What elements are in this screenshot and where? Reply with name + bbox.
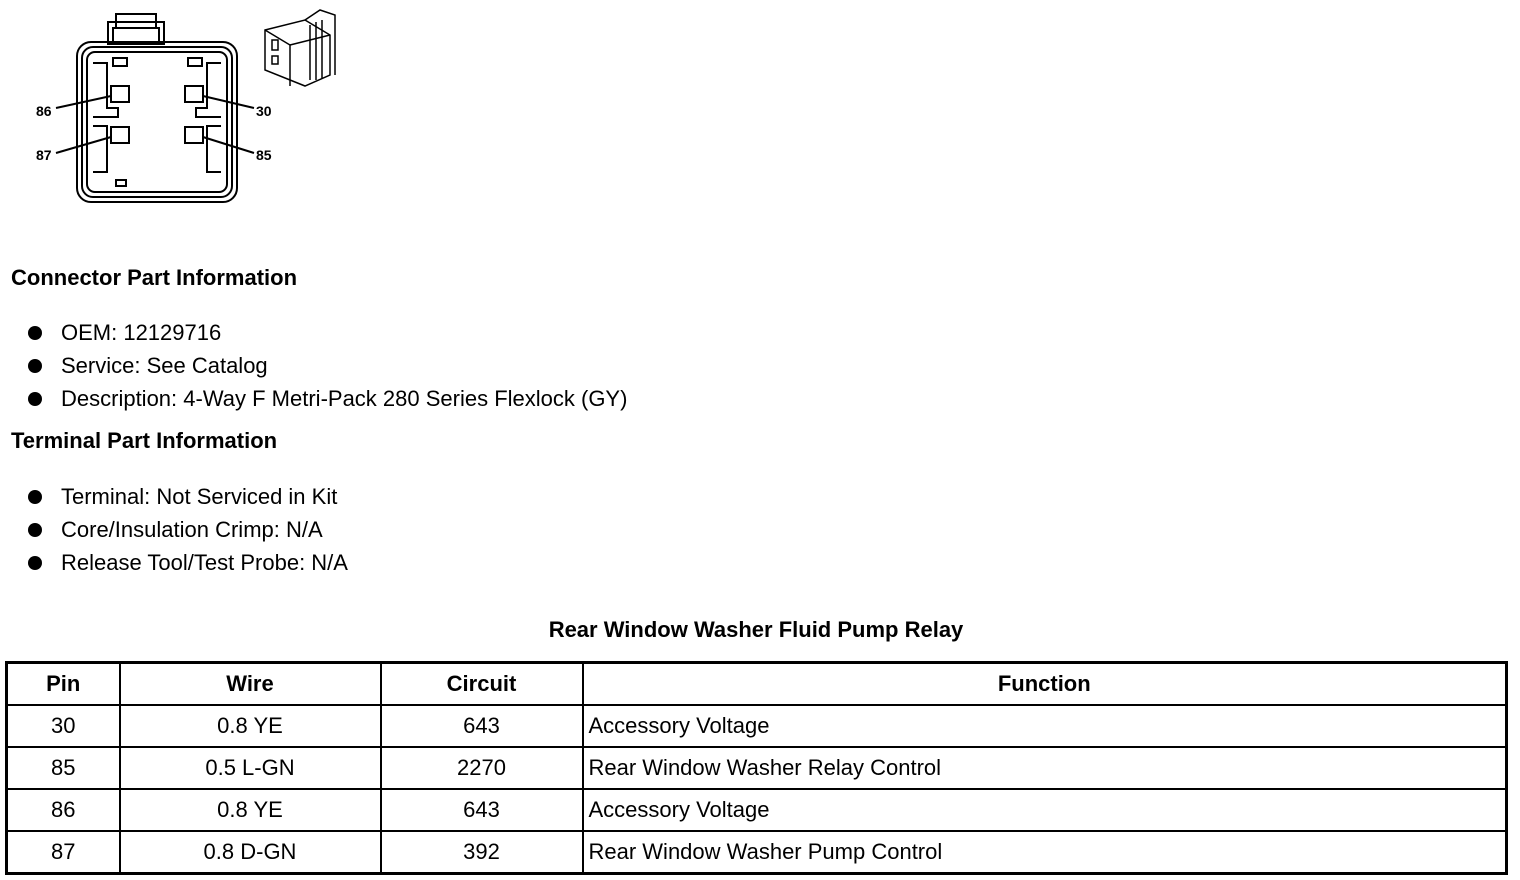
item-text: Service: See Catalog: [61, 353, 268, 378]
cavity-85: [185, 127, 203, 143]
bullet-icon: [28, 523, 42, 537]
table-row: [7, 831, 1507, 874]
cell-function: Rear Window Washer Relay Control: [583, 747, 1507, 789]
list-item: [28, 546, 348, 579]
cell-pin: 87: [7, 831, 120, 874]
cell-wire: 0.8 D-GN: [120, 831, 381, 874]
cell-pin: 86: [7, 789, 120, 831]
header-pin: Pin: [7, 663, 120, 706]
bullet-icon: [28, 556, 42, 570]
terminal-part-list: [28, 480, 348, 579]
cell-wire: 0.5 L-GN: [120, 747, 381, 789]
list-item: [28, 316, 627, 349]
item-text: Core/Insulation Crimp: N/A: [61, 517, 323, 542]
cavity-87: [111, 127, 129, 143]
cell-pin: 30: [7, 705, 120, 747]
table-header-row: [7, 663, 1507, 706]
table-row: [7, 789, 1507, 831]
cavity-86: [111, 86, 129, 102]
cell-wire: 0.8 YE: [120, 789, 381, 831]
cell-function: Rear Window Washer Pump Control: [583, 831, 1507, 874]
connector-face-diagram: [20, 0, 370, 215]
table-row: [7, 747, 1507, 789]
pinout-table: [5, 661, 1508, 875]
cell-circuit: 643: [381, 705, 583, 747]
connector-iso-icon: [265, 10, 335, 86]
list-item: [28, 480, 348, 513]
item-text: OEM: 12129716: [61, 320, 222, 345]
bullet-icon: [28, 490, 42, 504]
cavity-30: [185, 86, 203, 102]
cell-circuit: 643: [381, 789, 583, 831]
connector-part-list: [28, 316, 627, 415]
cell-wire: 0.8 YE: [120, 705, 381, 747]
cell-function: Accessory Voltage: [583, 705, 1507, 747]
bullet-icon: [28, 392, 42, 406]
connector-part-heading: Connector Part Information: [11, 265, 298, 290]
list-item: [28, 349, 627, 382]
table-row: [7, 705, 1507, 747]
pin-label-30: 30: [256, 103, 272, 119]
bullet-icon: [28, 359, 42, 373]
item-text: Release Tool/Test Probe: N/A: [61, 550, 348, 575]
bullet-icon: [28, 326, 42, 340]
pin-label-87: 87: [36, 147, 52, 163]
cell-function: Accessory Voltage: [583, 789, 1507, 831]
cell-pin: 85: [7, 747, 120, 789]
item-text: Terminal: Not Serviced in Kit: [61, 484, 338, 509]
pin-label-85: 85: [256, 147, 272, 163]
header-function: Function: [583, 663, 1507, 706]
cell-circuit: 392: [381, 831, 583, 874]
list-item: [28, 382, 627, 415]
header-circuit: Circuit: [381, 663, 583, 706]
pin-label-86: 86: [36, 103, 52, 119]
cell-circuit: 2270: [381, 747, 583, 789]
table-title: Rear Window Washer Fluid Pump Relay: [548, 617, 964, 642]
item-text: Description: 4-Way F Metri-Pack 280 Series Flexlock (GY): [61, 386, 628, 411]
list-item: [28, 513, 348, 546]
header-wire: Wire: [120, 663, 381, 706]
terminal-part-heading: Terminal Part Information: [11, 428, 278, 453]
